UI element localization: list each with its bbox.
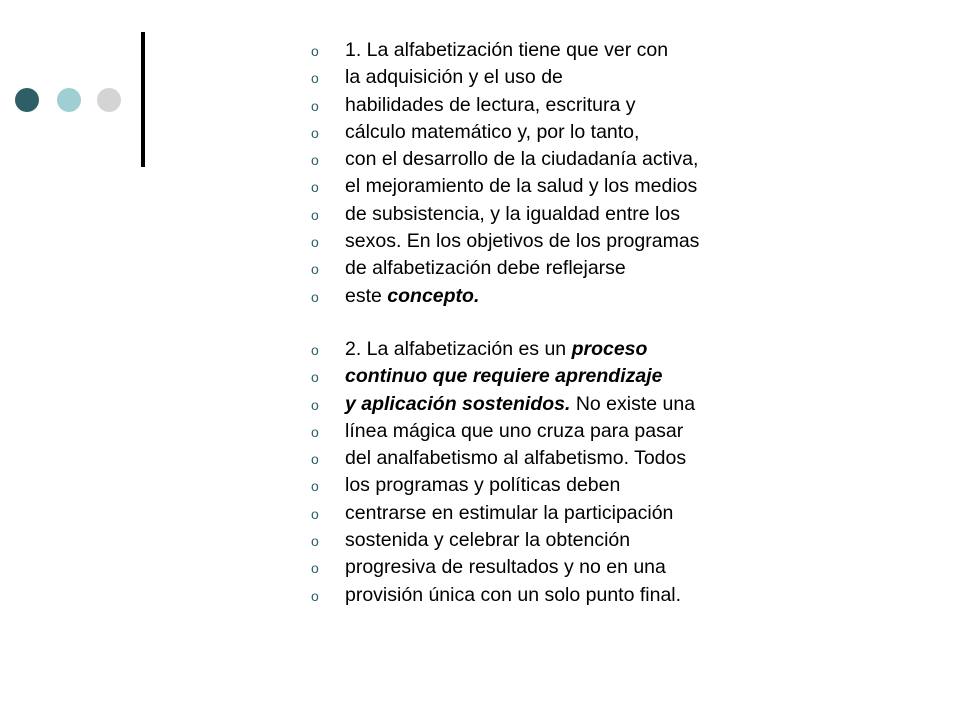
bullet-icon: o [311,70,319,87]
bullet-line [311,146,931,173]
bullet-icon: o [311,533,319,550]
line-text: el mejoramiento de la salud y los medios [345,175,698,198]
bullet-icon: o [311,288,319,305]
line-text: del analfabetismo al alfabetismo. Todos [345,447,687,470]
bullet-line [311,554,931,581]
bullet-line [311,228,931,255]
line-text: 1. La alfabetización tiene que ver con [345,39,669,61]
bullet-icon: o [311,396,319,413]
bullet-icon: o [311,560,319,577]
bullet-line [311,445,931,472]
line-text: la adquisición y el uso de [345,66,563,89]
bullet-line [311,582,931,609]
bullet-icon: o [311,505,319,522]
decorative-vertical-line [141,32,145,167]
decorative-dot-dark [15,88,39,112]
line-text: cálculo matemático y, por lo tanto, [345,120,640,143]
line-text: centrarse en estimular la participación [345,501,674,524]
bullet-icon: o [311,179,319,196]
bullet-line [311,336,931,363]
bullet-icon: o [311,124,319,141]
bullet-line [311,527,931,554]
bullet-icon: o [311,369,319,386]
bullet-line [311,500,931,527]
paragraph-gap [311,310,931,336]
line-text: de subsistencia, y la igualdad entre los [345,202,680,225]
bullet-line [311,37,931,64]
bullet-line [311,64,931,91]
line-text: línea mágica que uno cruza para pasar [345,419,684,442]
slide-bullet-list [311,37,931,609]
bullet-line [311,472,931,499]
bullet-line [311,255,931,282]
bullet-icon: o [311,341,319,358]
line-text: progresiva de resultados y no en una [345,556,666,579]
line-text: los programas y políticas deben [345,474,621,497]
bullet-icon: o [311,43,319,59]
bullet-icon: o [311,478,319,495]
bullet-icon: o [311,261,319,278]
bullet-icon: o [311,451,319,468]
line-text-plain: No existe una [570,392,696,415]
decorative-dot-light [57,88,81,112]
line-text-emphasis: proceso [571,337,648,360]
bullet-icon: o [311,587,319,604]
line-text: sostenida y celebrar la obtención [345,529,631,552]
bullet-line [311,283,931,310]
bullet-line [311,363,931,390]
bullet-icon: o [311,97,319,114]
line-text-emphasis: y aplicación sostenidos. [345,392,571,415]
line-text: sexos. En los objetivos de los programas [345,230,700,253]
bullet-line [311,92,931,119]
line-text-plain: este [345,284,388,307]
bullet-line [311,119,931,146]
line-text: de alfabetización debe reflejarse [345,257,626,280]
line-text-emphasis: continuo que requiere aprendizaje [345,365,663,388]
line-text: provisión única con un solo punto final. [345,583,682,606]
line-text-emphasis: concepto. [387,284,480,307]
decorative-dot-gray [97,88,121,112]
bullet-line [311,418,931,445]
bullet-line [311,391,931,418]
bullet-icon: o [311,234,319,251]
bullet-icon: o [311,423,319,440]
line-text: habilidades de lectura, escritura y [345,93,636,116]
bullet-icon: o [311,206,319,223]
bullet-icon: o [311,152,319,169]
line-text-plain: 2. La alfabetización es un [345,337,572,360]
line-text: con el desarrollo de la ciudadanía activa, [345,148,699,171]
bullet-line [311,201,931,228]
bullet-line [311,173,931,200]
